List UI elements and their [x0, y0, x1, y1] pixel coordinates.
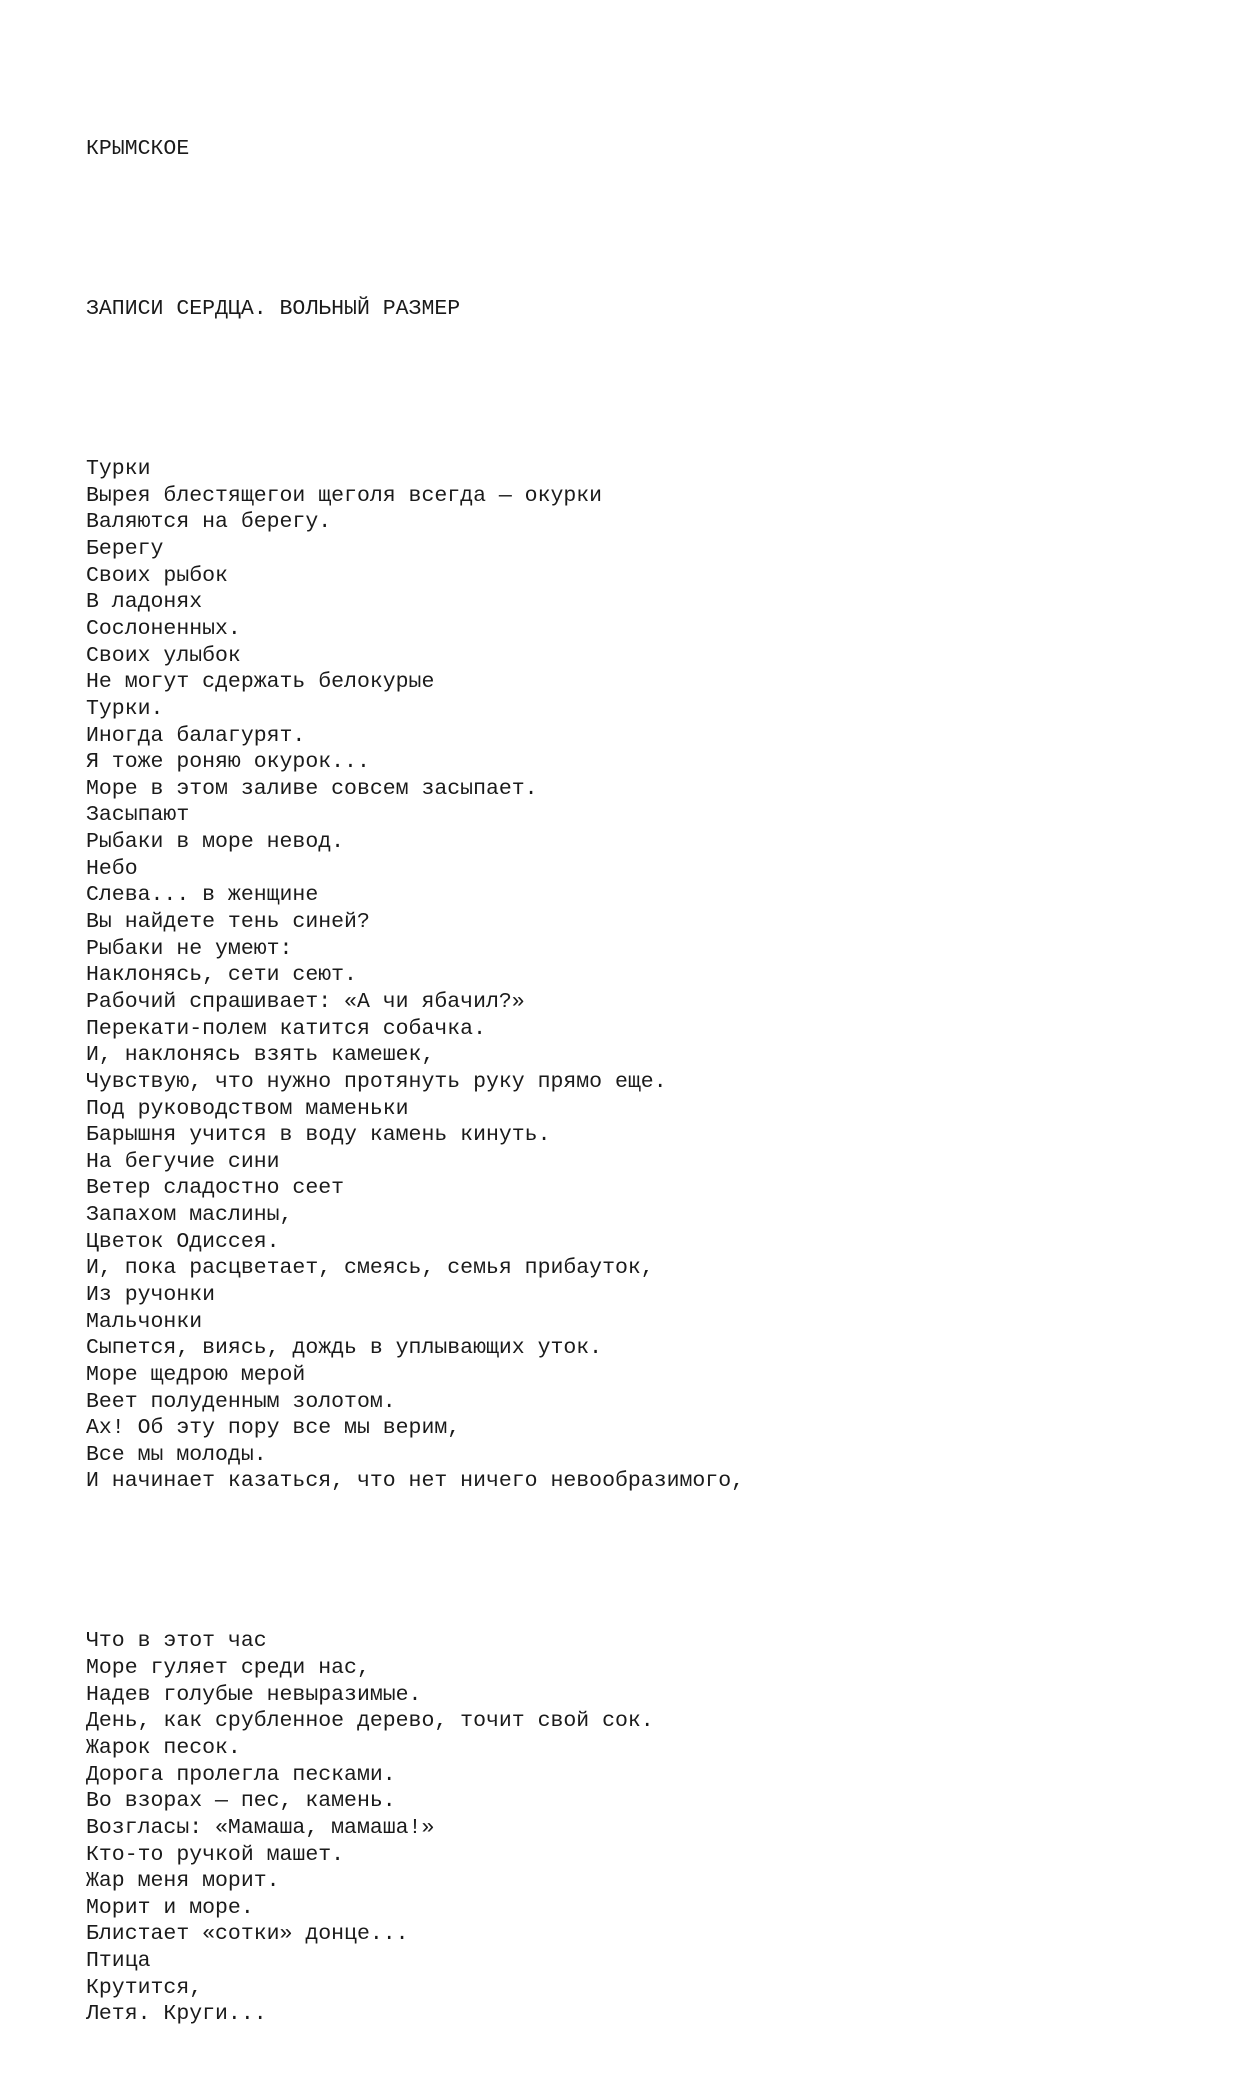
poem-line: Сослоненных.	[86, 616, 241, 641]
poem-line: Слева... в женщине	[86, 883, 319, 908]
poem-line: Надев голубые невыразимые.	[86, 1682, 422, 1707]
poem-line: И, пока расцветает, смеясь, семья прибауток,	[86, 1256, 654, 1281]
document-title: КРЫМСКОЕ	[86, 137, 190, 162]
poem-line: Мальчонки	[86, 1309, 203, 1334]
poem-line: Море гуляет среди нас,	[86, 1656, 370, 1681]
poem-text-block	[86, 83, 1186, 2081]
poem-line: Жар меня морит.	[86, 1869, 280, 1894]
poem-line: Запахом маслины,	[86, 1203, 293, 1228]
poem-stanza-2	[86, 1628, 1186, 2028]
poem-line: Вы найдете тень синей?	[86, 910, 370, 935]
poem-line: Возгласы: «Мамаша, мамаша!»	[86, 1815, 435, 1840]
poem-line: Иногда балагурят.	[86, 723, 306, 748]
poem-line: Море в этом заливе совсем засыпает.	[86, 776, 538, 801]
poem-line: Крутится,	[86, 1975, 203, 2000]
poem-stanza-1	[86, 456, 1186, 1495]
poem-line: Летя. Круги...	[86, 2002, 267, 2027]
poem-line: В ладонях	[86, 590, 203, 615]
poem-line: Берегу	[86, 537, 164, 562]
poem-line: Кто-то ручкой машет.	[86, 1842, 345, 1867]
poem-line: И начинает казаться, что нет ничего невообразимого,	[86, 1469, 745, 1494]
poem-line: Из ручонки	[86, 1282, 216, 1307]
poem-line: Все мы молоды.	[86, 1442, 267, 1467]
poem-line: И, наклонясь взять камешек,	[86, 1043, 435, 1068]
poem-line: Рыбаки не умеют:	[86, 936, 293, 961]
poem-line: Блистает «сотки» донце...	[86, 1922, 409, 1947]
poem-line: Цветок Одиссея.	[86, 1229, 280, 1254]
poem-line: Своих улыбок	[86, 643, 241, 668]
poem-line: Что в этот час	[86, 1629, 267, 1654]
poem-line: Дорога пролегла песками.	[86, 1762, 396, 1787]
blank-line	[86, 216, 1186, 243]
poem-line: Своих рыбок	[86, 563, 228, 588]
poem-line: Под руководством маменьки	[86, 1096, 409, 1121]
poem-line: Не могут сдержать белокурые	[86, 670, 435, 695]
poem-line: Морит и море.	[86, 1895, 254, 1920]
poem-line: Я тоже роняю окурок...	[86, 750, 370, 775]
poem-line: На бегучие сини	[86, 1149, 280, 1174]
poem-line: Турки.	[86, 696, 164, 721]
poem-line: Перекати-полем катится собачка.	[86, 1016, 486, 1041]
blank-line	[86, 376, 1186, 403]
poem-line: Море щедрою мерой	[86, 1362, 306, 1387]
poem-line: Птица	[86, 1949, 151, 1974]
poem-line: Рыбаки в море невод.	[86, 830, 345, 855]
poem-line: Чувствую, что нужно протянуть руку прямо еще.	[86, 1069, 667, 1094]
poem-line: Рабочий спрашивает: «А чи ябачил?»	[86, 989, 525, 1014]
poem-line: Сыпется, виясь, дождь в уплывающих уток.	[86, 1336, 603, 1361]
poem-line: Небо	[86, 856, 138, 881]
poem-line: Жарок песок.	[86, 1735, 241, 1760]
poem-line: Ах! Об эту пору все мы верим,	[86, 1416, 461, 1441]
blank-line	[86, 1548, 1186, 1575]
poem-line: День, как срубленное дерево, точит свой сок.	[86, 1709, 654, 1734]
poem-line: Валяются на берегу.	[86, 510, 332, 535]
poem-line: Во взорах — пес, камень.	[86, 1789, 396, 1814]
poem-line: Вырея блестящегои щеголя всегда — окурки	[86, 483, 603, 508]
poem-line: Веет полуденным золотом.	[86, 1389, 396, 1414]
document-subtitle: ЗАПИСИ СЕРДЦА. ВОЛЬНЫЙ РАЗМЕР	[86, 297, 461, 322]
poem-line: Наклонясь, сети сеют.	[86, 963, 357, 988]
poem-line: Турки	[86, 457, 151, 482]
poem-line: Барышня учится в воду камень кинуть.	[86, 1123, 551, 1148]
poem-line: Засыпают	[86, 803, 190, 828]
poem-line: Ветер сладостно сеет	[86, 1176, 345, 1201]
